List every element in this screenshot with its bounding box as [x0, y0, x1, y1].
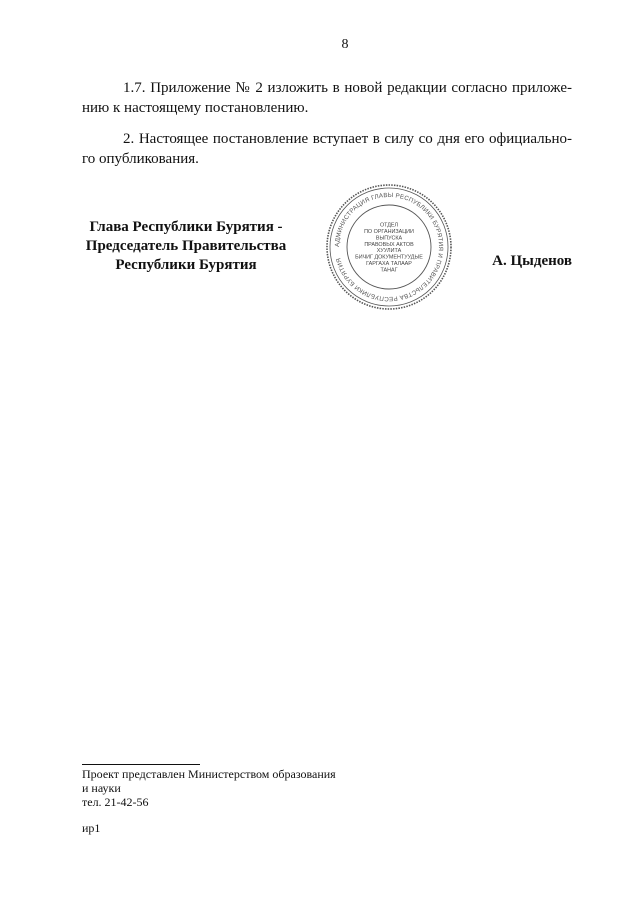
footnote-line: Проект представлен Министерством образования	[82, 767, 336, 781]
page-number: 8	[341, 37, 349, 52]
footnote-line: тел. 21-42-56	[82, 795, 149, 809]
footnote	[82, 767, 336, 809]
reference-code: ир1	[82, 821, 101, 835]
footnote-divider	[82, 764, 200, 765]
paragraph-2	[82, 129, 572, 169]
seal-inner-line: ПО ОРГАНИЗАЦИИ	[364, 229, 414, 235]
paragraph-line: 2. Настоящее постановление вступает в силу со дня его официально-	[123, 131, 572, 147]
signatory-line: Республики Бурятия	[115, 257, 257, 273]
official-seal-stamp	[325, 183, 453, 311]
seal-inner-line: ГАРГАХА ТАЛААР	[366, 261, 412, 267]
signatory-title	[80, 218, 292, 275]
footnote-line: и науки	[82, 781, 121, 795]
seal-inner-line: ХУУЛИТА	[376, 248, 402, 255]
seal-inner-line: ТАНАГ	[380, 267, 398, 274]
seal-inner-line: ПРАВОВЫХ АКТОВ	[364, 241, 414, 248]
paragraph-line: го опубликования.	[82, 151, 199, 167]
seal-inner-line: ВЫПУСКА	[375, 235, 403, 242]
seal-inner-line: ОТДЕЛ	[379, 222, 399, 229]
paragraph-line: 1.7. Приложение № 2 изложить в новой редакции согласно приложе-	[123, 80, 572, 96]
seal-ring-text: АДМИНИСТРАЦИЯ ГЛАВЫ РЕСПУБЛИКИ БУРЯТИЯ И ПРАВИТЕЛЬСТВА РЕСПУБЛИКИ БУРЯТИЯ	[333, 191, 445, 303]
seal-inner-line: БИЧИГ ДОКУМЕНТУУДЫЕ	[355, 254, 423, 261]
paragraph-1-7	[82, 78, 572, 118]
signatory-line: Председатель Правительства	[85, 238, 287, 254]
signatory-line: Глава Республики Бурятия -	[89, 219, 283, 235]
seal-inner-text	[355, 223, 423, 274]
paragraph-line: нию к настоящему постановлению.	[82, 100, 309, 116]
signer-name: А. Цыденов	[492, 253, 572, 269]
